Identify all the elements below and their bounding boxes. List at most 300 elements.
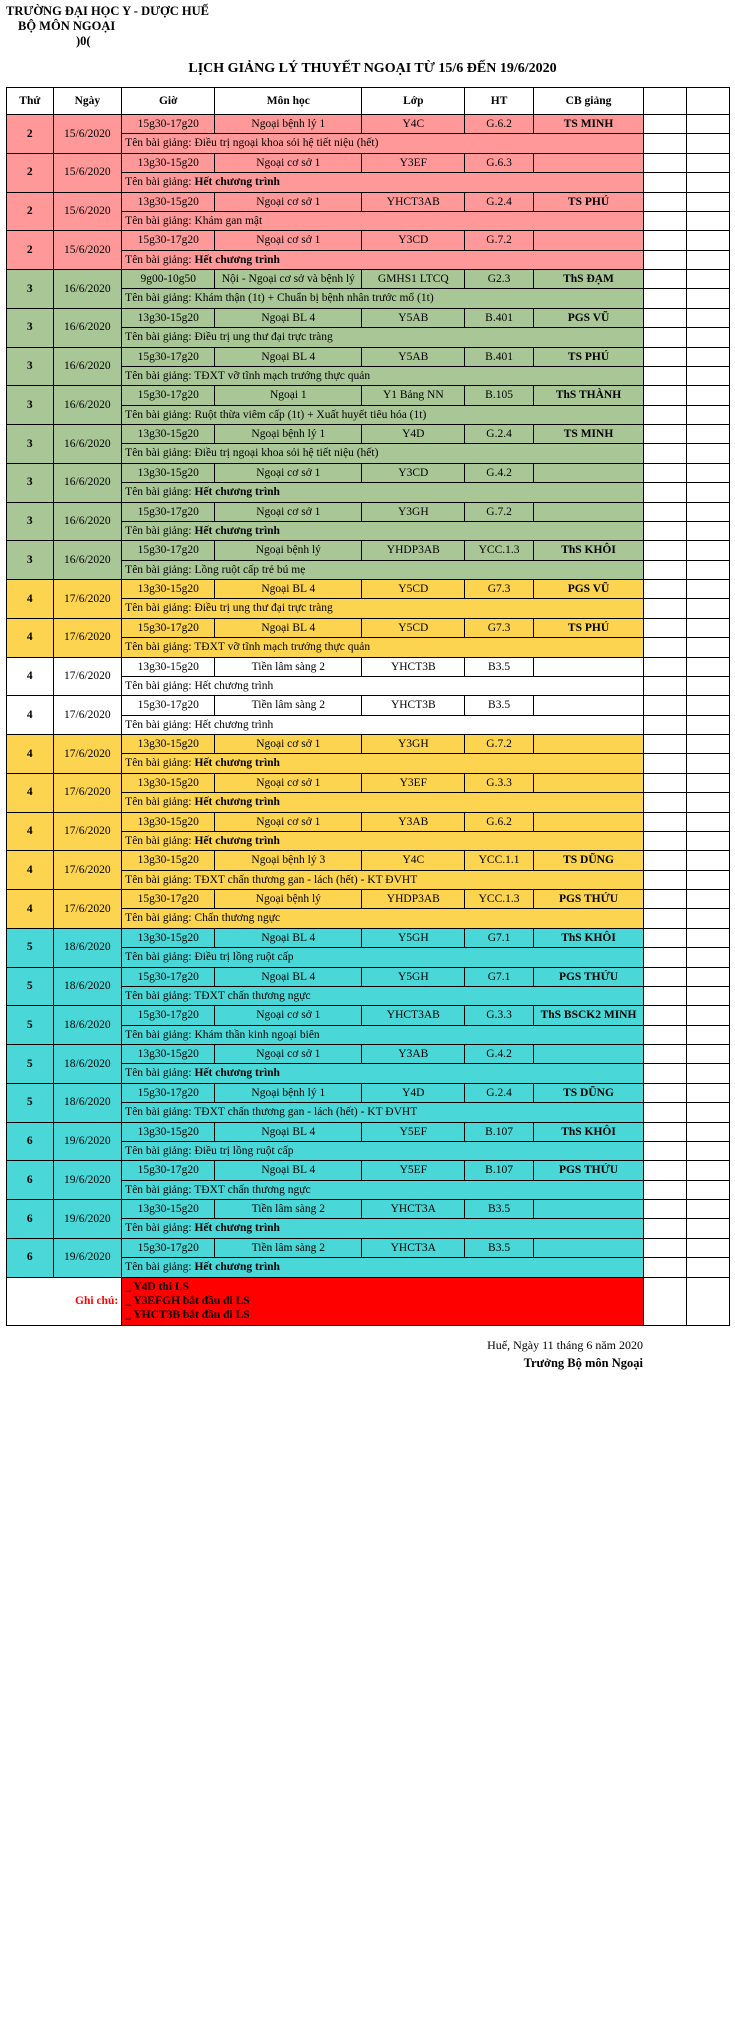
col-ht: HT [465, 88, 534, 115]
cell-extra-2 [687, 308, 730, 327]
cell-ht: YCC.1.3 [465, 890, 534, 909]
cell-monhoc: Ngoại BL 4 [215, 580, 362, 599]
note-prefix: Tên bài giảng: [125, 602, 195, 615]
cell-lecture-note [122, 289, 644, 308]
col-gio: Giờ [122, 88, 215, 115]
cell-thu: 5 [7, 1045, 54, 1084]
cell-extra-2 [687, 1238, 730, 1257]
table-row [7, 386, 730, 405]
cell-cbgiang: TS DŨNG [533, 851, 643, 870]
cell-extra-1 [644, 599, 687, 618]
cell-extra-1 [644, 909, 687, 928]
cell-cbgiang [533, 502, 643, 521]
table-row [7, 1083, 730, 1102]
cell-ngay: 16/6/2020 [53, 541, 122, 580]
table-header-row [7, 88, 730, 115]
cell-extra-2 [687, 715, 730, 734]
cell-monhoc: Ngoại bệnh lý [215, 890, 362, 909]
cell-ngay: 16/6/2020 [53, 308, 122, 347]
cell-gio: 13g30-15g20 [122, 851, 215, 870]
note-text: TĐXT vỡ tĩnh mạch trướng thực quản [194, 369, 371, 382]
cell-extra-2 [687, 1083, 730, 1102]
note-text: TĐXT chấn thương gan - lách (hết) - KT ĐVHT [194, 873, 418, 886]
note-text: Ruột thừa viêm cấp (1t) + Xuất huyết tiêu hóa (1t) [194, 408, 427, 421]
cell-lecture-note [122, 173, 644, 192]
cell-extra-1 [644, 192, 687, 211]
cell-ngay: 18/6/2020 [53, 1045, 122, 1084]
cell-extra-2 [687, 1103, 730, 1122]
cell-ht: G.2.4 [465, 192, 534, 211]
cell-extra-2 [687, 1277, 730, 1325]
note-prefix: Tên bài giảng: [125, 369, 195, 382]
note-text: Hết chương trình [194, 524, 280, 537]
note-text: Hết chương trình [194, 796, 280, 809]
cell-gio: 13g30-15g20 [122, 153, 215, 172]
cell-extra-1 [644, 250, 687, 269]
cell-lecture-note [122, 599, 644, 618]
cell-extra-1 [644, 618, 687, 637]
cell-monhoc: Ngoại 1 [215, 386, 362, 405]
col-monhoc: Môn học [215, 88, 362, 115]
cell-extra-2 [687, 1200, 730, 1219]
cell-extra-1 [644, 928, 687, 947]
cell-gio: 15g30-17g20 [122, 541, 215, 560]
cell-lecture-note [122, 1180, 644, 1199]
cell-extra-1 [644, 1103, 687, 1122]
cell-ngay: 16/6/2020 [53, 425, 122, 464]
cell-thu: 5 [7, 928, 54, 967]
cell-thu: 4 [7, 812, 54, 851]
document-header [0, 0, 735, 49]
cell-extra-2 [687, 134, 730, 153]
cell-extra-2 [687, 405, 730, 424]
cell-cbgiang: TS DŨNG [533, 1083, 643, 1102]
table-row [7, 1238, 730, 1257]
note-text: Điều trị lồng ruột cấp [194, 951, 294, 964]
note-text: Khám thần kinh ngoại biên [194, 1028, 320, 1041]
cell-lop: Y1 Bảng NN [362, 386, 465, 405]
table-row [7, 541, 730, 560]
cell-lecture-note [122, 366, 644, 385]
cell-extra-1 [644, 502, 687, 521]
cell-cbgiang: TS PHÚ [533, 347, 643, 366]
cell-thu: 5 [7, 1006, 54, 1045]
university-name: TRƯỜNG ĐẠI HỌC Y - DƯỢC HUẾ [6, 4, 210, 18]
cell-monhoc: Tiền lâm sàng 2 [215, 1238, 362, 1257]
ghichu-label: Ghi chú: [7, 1277, 122, 1325]
cell-cbgiang [533, 463, 643, 482]
cell-thu: 2 [7, 115, 54, 154]
cell-cbgiang: ThS KHÔI [533, 928, 643, 947]
department-name: BỘ MÔN NGOẠI [18, 19, 116, 33]
cell-monhoc: Ngoại BL 4 [215, 967, 362, 986]
cell-extra-2 [687, 1064, 730, 1083]
cell-thu: 2 [7, 192, 54, 231]
cell-monhoc: Ngoại BL 4 [215, 1122, 362, 1141]
cell-lop: Y3CD [362, 231, 465, 250]
note-prefix: Tên bài giảng: [125, 796, 195, 809]
cell-cbgiang [533, 153, 643, 172]
cell-ngay: 15/6/2020 [53, 153, 122, 192]
cell-cbgiang [533, 735, 643, 754]
note-prefix: Tên bài giảng: [125, 292, 195, 305]
cell-ht: G.3.3 [465, 1006, 534, 1025]
divider-ornament: )0( [76, 34, 91, 48]
cell-ht: B3.5 [465, 1200, 534, 1219]
cell-gio: 13g30-15g20 [122, 580, 215, 599]
cell-cbgiang: ThS KHÔI [533, 1122, 643, 1141]
cell-extra-1 [644, 1200, 687, 1219]
cell-lop: Y3AB [362, 812, 465, 831]
cell-extra-2 [687, 986, 730, 1005]
cell-thu: 4 [7, 735, 54, 774]
cell-extra-1 [644, 831, 687, 850]
cell-extra-1 [644, 328, 687, 347]
cell-thu: 3 [7, 386, 54, 425]
note-prefix: Tên bài giảng: [125, 176, 195, 189]
cell-lecture-note [122, 405, 644, 424]
cell-lecture-note [122, 444, 644, 463]
document-footer [0, 1338, 735, 1371]
cell-lecture-note [122, 250, 644, 269]
cell-extra-2 [687, 289, 730, 308]
cell-lop: Y5GH [362, 967, 465, 986]
cell-gio: 15g30-17g20 [122, 1238, 215, 1257]
ghichu-line: _ Y3EFGH bắt đầu đi LS [125, 1294, 250, 1307]
cell-lop: GMHS1 LTCQ [362, 270, 465, 289]
signer-title: Trưởng Bộ môn Ngoại [523, 1355, 643, 1370]
cell-extra-2 [687, 463, 730, 482]
cell-cbgiang: ThS THÀNH [533, 386, 643, 405]
cell-extra-1 [644, 851, 687, 870]
cell-ngay: 18/6/2020 [53, 967, 122, 1006]
note-text: TĐXT chấn thương ngực [194, 1183, 311, 1196]
cell-extra-2 [687, 425, 730, 444]
cell-lop: Y3GH [362, 502, 465, 521]
cell-lop: Y5GH [362, 928, 465, 947]
cell-extra-1 [644, 1025, 687, 1044]
cell-extra-1 [644, 1045, 687, 1064]
cell-extra-2 [687, 618, 730, 637]
cell-thu: 3 [7, 270, 54, 309]
cell-extra-1 [644, 231, 687, 250]
cell-ngay: 17/6/2020 [53, 580, 122, 619]
note-prefix: Tên bài giảng: [125, 641, 195, 654]
cell-lecture-note [122, 521, 644, 540]
cell-lop: YHCT3A [362, 1238, 465, 1257]
cell-monhoc: Ngoại cơ sở 1 [215, 463, 362, 482]
table-row [7, 347, 730, 366]
cell-cbgiang [533, 1238, 643, 1257]
cell-lop: YHCT3B [362, 696, 465, 715]
note-prefix: Tên bài giảng: [125, 757, 195, 770]
cell-extra-1 [644, 754, 687, 773]
note-prefix: Tên bài giảng: [125, 447, 195, 460]
cell-ngay: 16/6/2020 [53, 502, 122, 541]
note-prefix: Tên bài giảng: [125, 873, 195, 886]
note-text: TĐXT chấn thương gan - lách (hết) - KT ĐVHT [194, 1106, 418, 1119]
table-row [7, 657, 730, 676]
cell-ht: B.107 [465, 1161, 534, 1180]
cell-extra-1 [644, 1277, 687, 1325]
cell-extra-1 [644, 347, 687, 366]
cell-cbgiang [533, 812, 643, 831]
cell-lecture-note [122, 870, 644, 889]
cell-extra-1 [644, 657, 687, 676]
cell-extra-2 [687, 967, 730, 986]
cell-extra-2 [687, 173, 730, 192]
cell-monhoc: Ngoại cơ sở 1 [215, 153, 362, 172]
cell-extra-2 [687, 1141, 730, 1160]
cell-lecture-note [122, 676, 644, 695]
cell-extra-2 [687, 250, 730, 269]
cell-extra-1 [644, 463, 687, 482]
cell-gio: 15g30-17g20 [122, 967, 215, 986]
note-text: Khám gan mật [194, 214, 263, 227]
cell-cbgiang: ThS KHÔI [533, 541, 643, 560]
cell-extra-2 [687, 1180, 730, 1199]
cell-monhoc: Ngoại bệnh lý 3 [215, 851, 362, 870]
table-row [7, 967, 730, 986]
cell-gio: 15g30-17g20 [122, 696, 215, 715]
cell-thu: 2 [7, 153, 54, 192]
cell-thu: 3 [7, 502, 54, 541]
cell-extra-2 [687, 211, 730, 230]
cell-extra-2 [687, 366, 730, 385]
note-prefix: Tên bài giảng: [125, 214, 195, 227]
note-prefix: Tên bài giảng: [125, 1261, 195, 1274]
cell-thu: 4 [7, 580, 54, 619]
cell-thu: 5 [7, 967, 54, 1006]
cell-monhoc: Ngoại cơ sở 1 [215, 812, 362, 831]
cell-gio: 13g30-15g20 [122, 735, 215, 754]
cell-extra-1 [644, 696, 687, 715]
cell-extra-2 [687, 676, 730, 695]
cell-extra-1 [644, 134, 687, 153]
cell-extra-1 [644, 444, 687, 463]
cell-extra-2 [687, 890, 730, 909]
cell-gio: 13g30-15g20 [122, 657, 215, 676]
cell-lecture-note [122, 638, 644, 657]
cell-cbgiang: PGS VŨ [533, 308, 643, 327]
cell-thu: 3 [7, 463, 54, 502]
cell-cbgiang [533, 1045, 643, 1064]
note-prefix: Tên bài giảng: [125, 951, 195, 964]
note-text: Hết chương trình [194, 718, 274, 731]
cell-lop: Y5CD [362, 580, 465, 599]
cell-monhoc: Ngoại bệnh lý 1 [215, 115, 362, 134]
note-prefix: Tên bài giảng: [125, 486, 195, 499]
cell-ht: G.2.4 [465, 425, 534, 444]
cell-lop: YHCT3B [362, 657, 465, 676]
cell-extra-2 [687, 909, 730, 928]
ghichu-content [122, 1277, 644, 1325]
cell-ngay: 19/6/2020 [53, 1200, 122, 1239]
cell-extra-2 [687, 696, 730, 715]
cell-extra-2 [687, 948, 730, 967]
cell-cbgiang [533, 696, 643, 715]
cell-monhoc: Ngoại cơ sở 1 [215, 1006, 362, 1025]
note-prefix: Tên bài giảng: [125, 1183, 195, 1196]
note-prefix: Tên bài giảng: [125, 834, 195, 847]
table-row [7, 1200, 730, 1219]
note-text: Điều trị lồng ruột cấp [194, 1144, 294, 1157]
cell-ht: G7.1 [465, 967, 534, 986]
note-text: Hết chương trình [194, 486, 280, 499]
cell-ht: B.105 [465, 386, 534, 405]
cell-gio: 15g30-17g20 [122, 890, 215, 909]
cell-monhoc: Ngoại cơ sở 1 [215, 502, 362, 521]
cell-lecture-note [122, 1141, 644, 1160]
cell-extra-2 [687, 1258, 730, 1277]
cell-gio: 13g30-15g20 [122, 1200, 215, 1219]
cell-ht: G.2.4 [465, 1083, 534, 1102]
cell-extra-2 [687, 657, 730, 676]
cell-extra-1 [644, 715, 687, 734]
cell-thu: 4 [7, 851, 54, 890]
col-lop: Lớp [362, 88, 465, 115]
cell-extra-1 [644, 1122, 687, 1141]
cell-cbgiang [533, 657, 643, 676]
cell-ngay: 18/6/2020 [53, 1006, 122, 1045]
cell-thu: 6 [7, 1200, 54, 1239]
cell-thu: 6 [7, 1122, 54, 1161]
cell-ngay: 17/6/2020 [53, 812, 122, 851]
cell-gio: 15g30-17g20 [122, 1083, 215, 1102]
note-prefix: Tên bài giảng: [125, 524, 195, 537]
cell-lecture-note [122, 1064, 644, 1083]
cell-thu: 6 [7, 1238, 54, 1277]
cell-extra-2 [687, 328, 730, 347]
cell-extra-1 [644, 211, 687, 230]
cell-cbgiang: TS PHÚ [533, 192, 643, 211]
cell-extra-1 [644, 521, 687, 540]
cell-ht: B3.5 [465, 657, 534, 676]
cell-extra-2 [687, 270, 730, 289]
cell-ngay: 16/6/2020 [53, 347, 122, 386]
cell-extra-1 [644, 986, 687, 1005]
table-row [7, 192, 730, 211]
cell-extra-1 [644, 948, 687, 967]
ghichu-line: _ Y4D thi LS [125, 1280, 189, 1293]
cell-lecture-note [122, 1258, 644, 1277]
cell-monhoc: Tiền lâm sàng 2 [215, 1200, 362, 1219]
cell-extra-1 [644, 890, 687, 909]
cell-extra-1 [644, 638, 687, 657]
cell-extra-2 [687, 521, 730, 540]
page-title: LỊCH GIẢNG LÝ THUYẾT NGOẠI TỪ 15/6 ĐẾN 19/6/2020 [188, 61, 557, 76]
table-row [7, 1161, 730, 1180]
cell-ngay: 19/6/2020 [53, 1161, 122, 1200]
cell-ht: B3.5 [465, 1238, 534, 1257]
table-row [7, 153, 730, 172]
cell-thu: 4 [7, 696, 54, 735]
cell-lop: Y5EF [362, 1161, 465, 1180]
cell-lecture-note [122, 715, 644, 734]
cell-lop: Y3EF [362, 773, 465, 792]
cell-ht: G.6.2 [465, 812, 534, 831]
cell-lecture-note [122, 754, 644, 773]
cell-lecture-note [122, 986, 644, 1005]
cell-extra-2 [687, 1161, 730, 1180]
cell-ht: G.6.2 [465, 115, 534, 134]
cell-lop: Y4D [362, 1083, 465, 1102]
cell-thu: 5 [7, 1083, 54, 1122]
cell-lop: Y3AB [362, 1045, 465, 1064]
cell-cbgiang: PGS THỨU [533, 1161, 643, 1180]
cell-monhoc: Ngoại BL 4 [215, 347, 362, 366]
cell-lop: Y5EF [362, 1122, 465, 1141]
cell-monhoc: Ngoại cơ sở 1 [215, 773, 362, 792]
note-prefix: Tên bài giảng: [125, 989, 195, 1002]
cell-gio: 15g30-17g20 [122, 115, 215, 134]
cell-extra-2 [687, 580, 730, 599]
cell-monhoc: Ngoại bệnh lý 1 [215, 1083, 362, 1102]
cell-ngay: 16/6/2020 [53, 386, 122, 425]
note-prefix: Tên bài giảng: [125, 408, 195, 421]
cell-ht: G7.3 [465, 580, 534, 599]
cell-thu: 4 [7, 890, 54, 929]
table-row [7, 580, 730, 599]
cell-extra-2 [687, 444, 730, 463]
cell-lop: YHCT3A [362, 1200, 465, 1219]
cell-gio: 13g30-15g20 [122, 1122, 215, 1141]
table-row [7, 231, 730, 250]
cell-ngay: 16/6/2020 [53, 463, 122, 502]
table-row [7, 696, 730, 715]
ghichu-row [7, 1277, 730, 1325]
note-prefix: Tên bài giảng: [125, 718, 195, 731]
cell-ht: B.107 [465, 1122, 534, 1141]
cell-monhoc: Tiền lâm sàng 2 [215, 657, 362, 676]
cell-lecture-note [122, 831, 644, 850]
table-body [7, 115, 730, 1326]
cell-extra-2 [687, 192, 730, 211]
cell-monhoc: Ngoại cơ sở 1 [215, 192, 362, 211]
col-cbgiang: CB giảng [533, 88, 643, 115]
cell-extra-1 [644, 1258, 687, 1277]
cell-lop: Y5AB [362, 308, 465, 327]
cell-ht: G.3.3 [465, 773, 534, 792]
cell-lecture-note [122, 909, 644, 928]
cell-gio: 15g30-17g20 [122, 1006, 215, 1025]
cell-extra-1 [644, 870, 687, 889]
cell-extra-2 [687, 1006, 730, 1025]
cell-extra-2 [687, 773, 730, 792]
cell-monhoc: Tiền lâm sàng 2 [215, 696, 362, 715]
cell-lop: YHCT3AB [362, 192, 465, 211]
cell-lecture-note [122, 1025, 644, 1044]
cell-ht: G.6.3 [465, 153, 534, 172]
cell-extra-2 [687, 599, 730, 618]
col-ngay: Ngày [53, 88, 122, 115]
note-text: Điều trị ung thư đại trực tràng [194, 331, 333, 344]
table-row [7, 115, 730, 134]
table-row [7, 425, 730, 444]
cell-gio: 15g30-17g20 [122, 1161, 215, 1180]
cell-cbgiang: TS MINH [533, 425, 643, 444]
cell-ngay: 15/6/2020 [53, 192, 122, 231]
cell-extra-2 [687, 793, 730, 812]
note-text: Hết chương trình [194, 757, 280, 770]
cell-gio: 15g30-17g20 [122, 618, 215, 637]
cell-extra-1 [644, 541, 687, 560]
cell-ht: G2.3 [465, 270, 534, 289]
cell-extra-1 [644, 1219, 687, 1238]
cell-cbgiang: TS MINH [533, 115, 643, 134]
note-prefix: Tên bài giảng: [125, 137, 195, 150]
cell-lop: YHDP3AB [362, 541, 465, 560]
